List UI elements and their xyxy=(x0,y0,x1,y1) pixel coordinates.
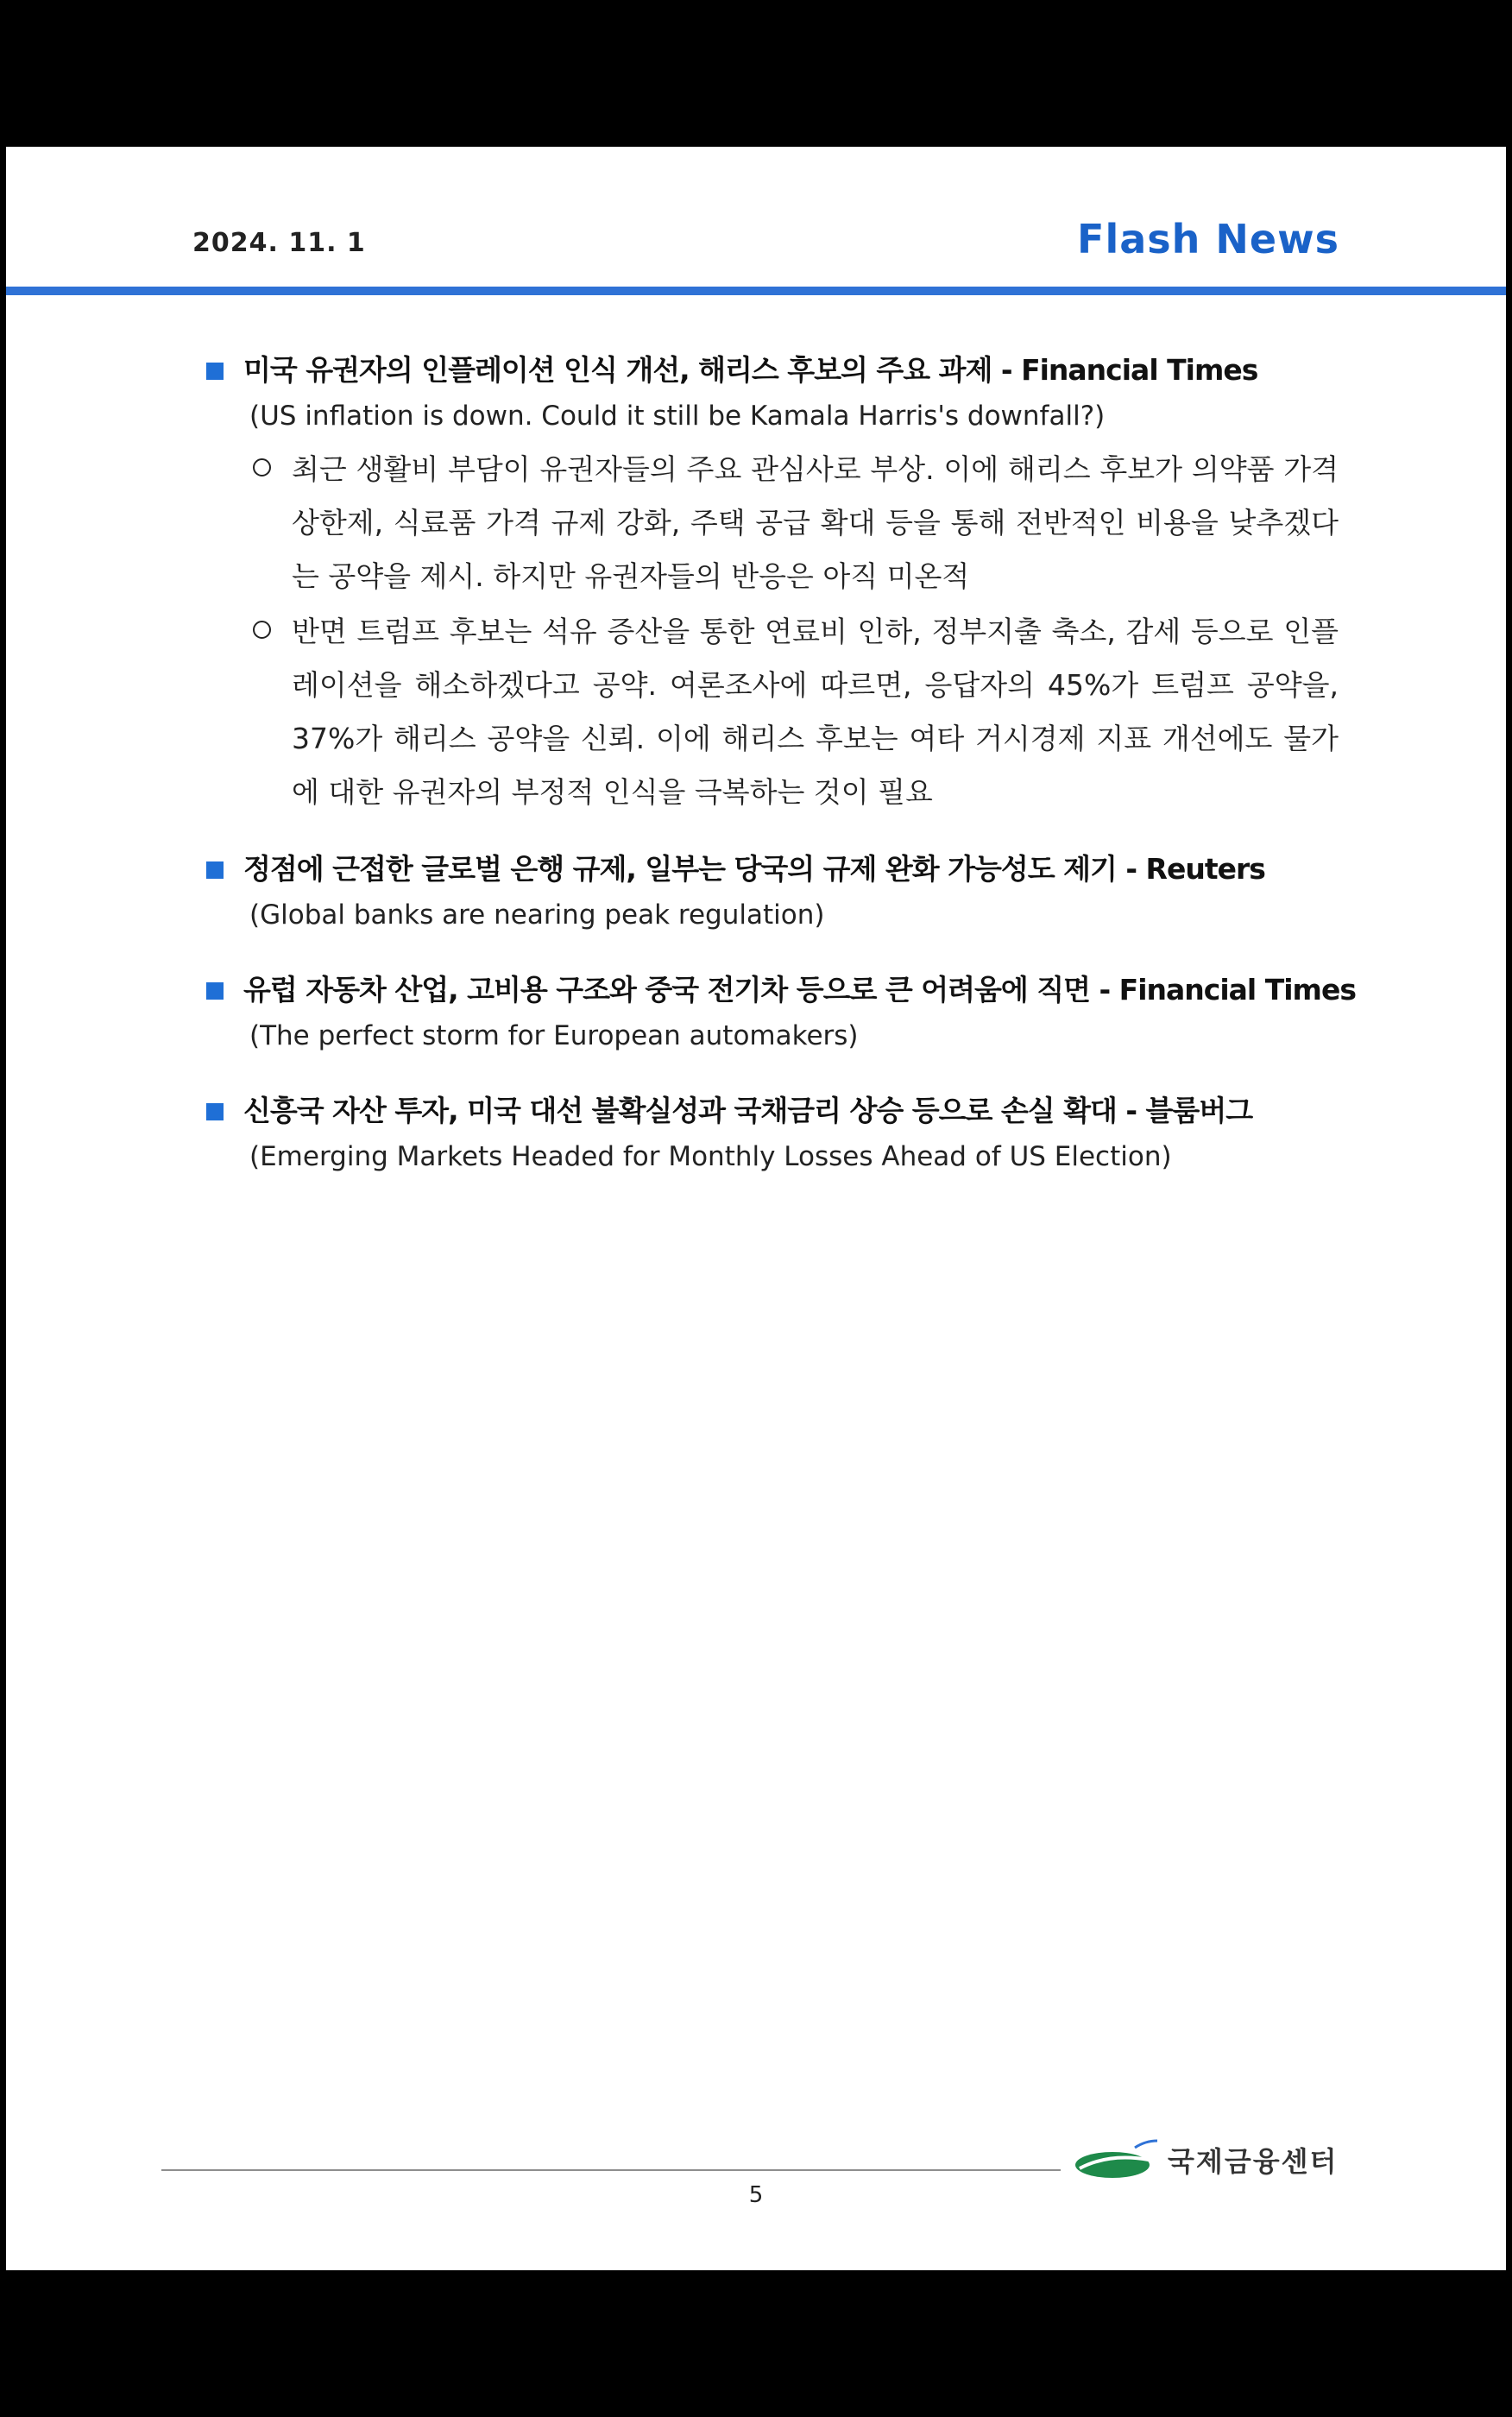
news-item xyxy=(205,1090,1344,1182)
circle-bullet-icon xyxy=(253,458,271,476)
news-bullet: 최근 생활비 부담이 유권자들의 주요 관심사로 부상. 이에 해리스 후보가 의약품 가격 상한제, 식료품 가격 규제 강화, 주택 공급 확대 등을 통해 전반적인 비용을 낮추겠다는 공약을 제시. 하지만 유권자들의 반응은 아직 미온적 xyxy=(205,443,1344,603)
page-number: 5 xyxy=(748,2182,764,2208)
news-headline: 유럽 자동차 산업, 고비용 구조와 중국 전기차 등으로 큰 어려움에 직면 - Financial Times xyxy=(205,969,1344,1011)
report-date: 2024. 11. 1 xyxy=(192,228,366,258)
brand-title: Flash News xyxy=(1077,216,1339,262)
news-subtitle: (The perfect storm for European automakers) xyxy=(249,1020,859,1051)
news-subtitle: (Global banks are nearing peak regulation) xyxy=(249,899,825,931)
news-item xyxy=(205,350,1344,819)
news-subtitle: (Emerging Markets Headed for Monthly Losses Ahead of US Election) xyxy=(249,1141,1172,1172)
news-list xyxy=(205,350,1356,1211)
org-logo xyxy=(1074,2137,1338,2182)
square-bullet-icon xyxy=(206,861,224,879)
circle-bullet-icon xyxy=(253,621,271,639)
footer-rule xyxy=(161,2169,1061,2171)
square-bullet-icon xyxy=(206,982,224,1000)
document-page xyxy=(6,147,1506,2270)
square-bullet-icon xyxy=(206,1103,224,1120)
square-bullet-icon xyxy=(206,363,224,380)
org-name: 국제금융센터 xyxy=(1168,2145,1339,2178)
news-subtitle: (US inflation is down. Could it still be Kamala Harris's downfall?) xyxy=(249,401,1106,432)
news-headline: 미국 유권자의 인플레이션 인식 개선, 해리스 후보의 주요 과제 - Financial Times xyxy=(205,350,1344,391)
header-rule xyxy=(6,287,1506,295)
news-item xyxy=(205,969,1356,1061)
news-headline: 신흥국 자산 투자, 미국 대선 불확실성과 국채금리 상승 등으로 손실 확대 - 블룸버그 xyxy=(205,1090,1344,1132)
news-headline: 정점에 근접한 글로벌 은행 규제, 일부는 당국의 규제 완화 가능성도 제기 - Reuters xyxy=(205,849,1344,890)
news-bullet: 반면 트럼프 후보는 석유 증산을 통한 연료비 인하, 정부지출 축소, 감세 등으로 인플레이션을 해소하겠다고 공약. 여론조사에 따르면, 응답자의 45%가 트럼프 공약을, 37%가 해리스 공약을 신뢰. 이에 해리스 후보는 여타 거시경제 지표 개선에도 물가에 대한 유권자의 부정적 인식을 극복하는 것이 필요 xyxy=(205,605,1344,819)
news-item xyxy=(205,849,1344,940)
org-logo-icon xyxy=(1074,2137,1161,2182)
